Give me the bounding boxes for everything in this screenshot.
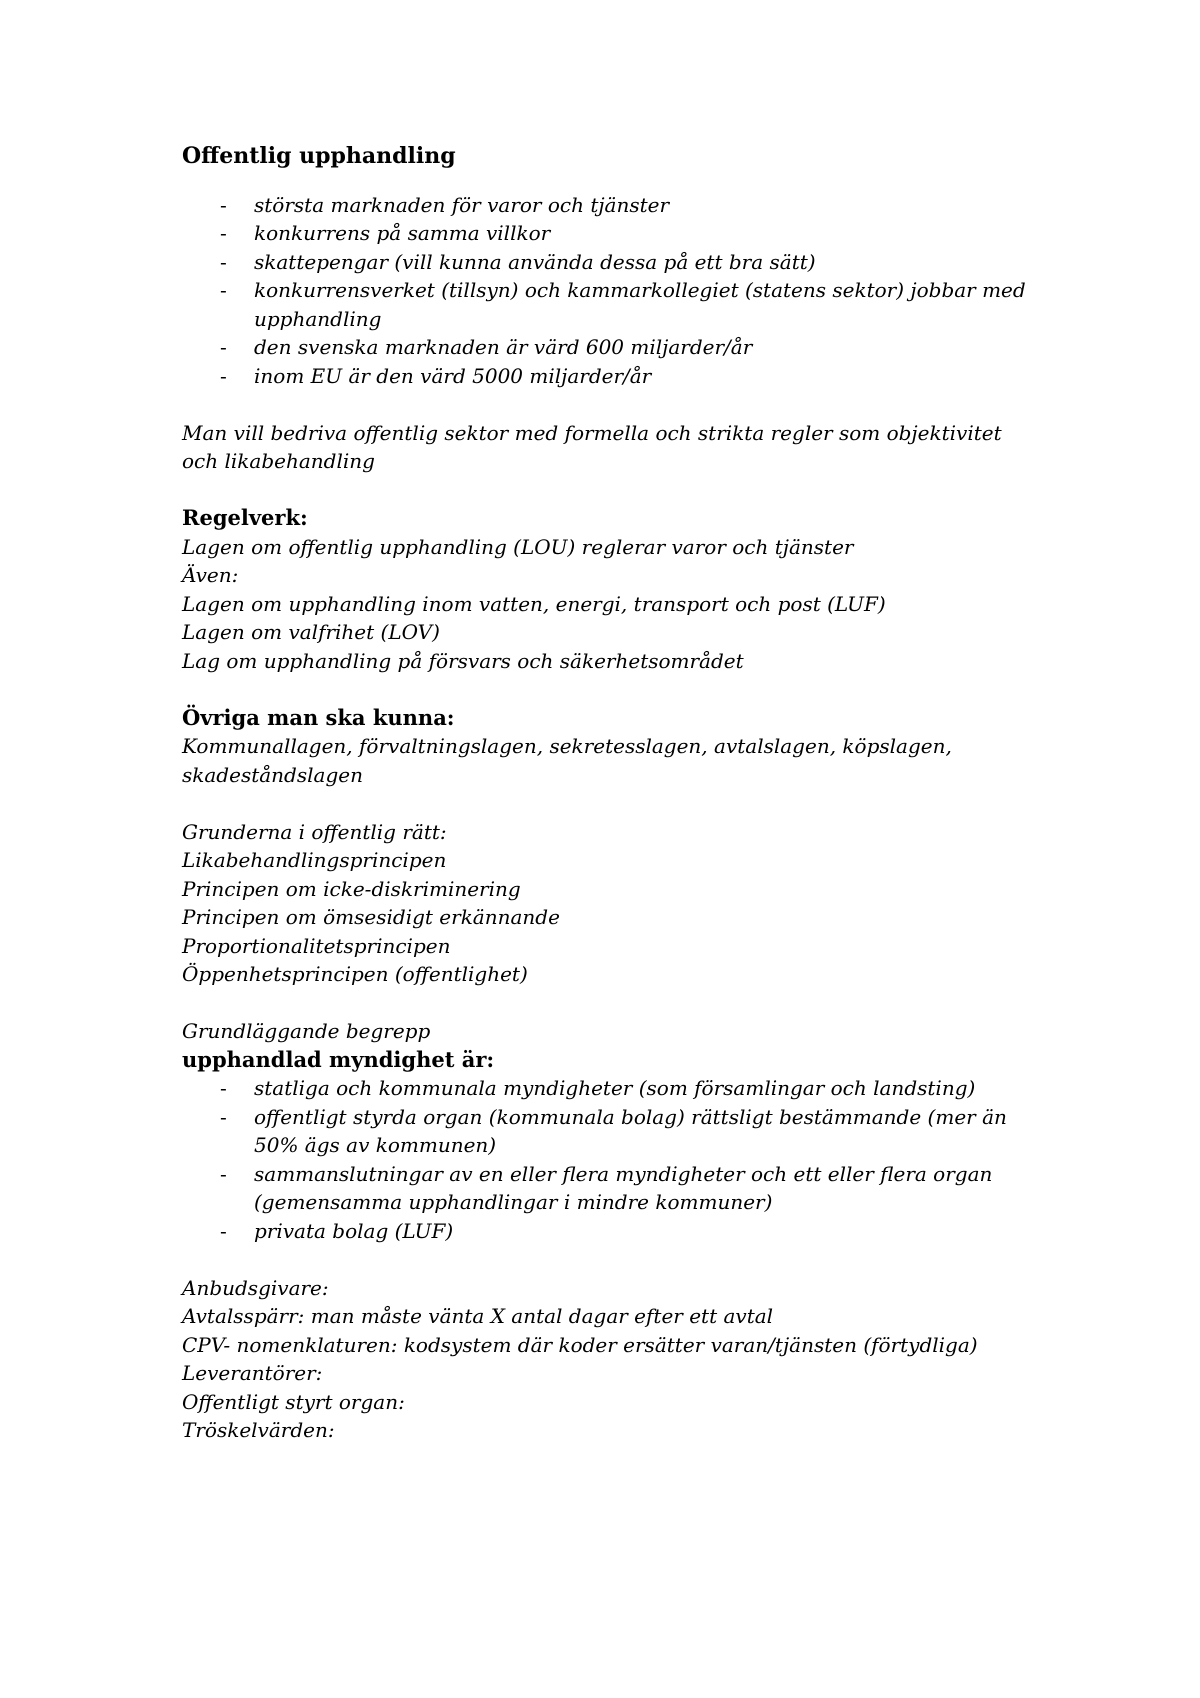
term-line: Offentligt styrt organ: (182, 1389, 405, 1414)
grunderna-line: Principen om ömsesidigt erkännande (182, 905, 560, 929)
list-item: - statliga och kommunala myndigheter (som församlingar och landsting) (220, 1076, 976, 1100)
list-item: - den svenska marknaden är värd 600 miljarder/år (220, 335, 753, 359)
grunderna-line: Likabehandlingsprincipen (182, 848, 447, 872)
list-item: - privata bolag (LUF) (220, 1218, 454, 1243)
grunderna-line: Grunderna i offentlig rätt: (182, 819, 447, 844)
intro-paragraph-line: Man vill bedriva offentlig sektor med formella och strikta regler som objektivitet (182, 420, 1002, 445)
list-item: - sammanslutningar av en eller flera myndigheter och ett eller flera organ (gemensamma upphandlingar i mindre kommuner) (220, 1161, 993, 1214)
list-item: - konkurrensverket (tillsyn) och kammarkollegiet (statens sektor) jobbar med upphandling (220, 278, 1026, 331)
ovriga-line: skadeståndslagen (182, 762, 363, 787)
regelverk-heading: Regelverk: (182, 505, 308, 530)
ovriga-line: Kommunallagen, förvaltningslagen, sekretesslagen, avtalslagen, köpslagen, (182, 734, 952, 758)
term-line: CPV- nomenklaturen: kodsystem där koder ersätter varan/tjänsten (förtydliga) (182, 1332, 978, 1357)
regelverk-line: Lagen om offentlig upphandling (LOU) reglerar varor och tjänster (182, 534, 854, 559)
term-line: Avtalsspärr: man måste vänta X antal dagar efter ett avtal (182, 1304, 774, 1328)
intro-paragraph-line: och likabehandling (182, 449, 375, 473)
regelverk-line: Lagen om valfrihet (LOV) (182, 620, 440, 644)
grunderna-line: Öppenhetsprincipen (offentlighet) (182, 962, 528, 986)
regelverk-line: Lagen om upphandling inom vatten, energi, transport och post (LUF) (182, 591, 886, 616)
list-item: - skattepengar (vill kunna använda dessa på ett bra sätt) (220, 249, 816, 274)
grunderna-line: Proportionalitetsprincipen (182, 933, 451, 958)
term-line: Tröskelvärden: (182, 1418, 335, 1442)
list-item: - konkurrens på samma villkor (220, 221, 551, 245)
list-item: - inom EU är den värd 5000 miljarder/år (220, 363, 652, 388)
grunderna-line: Principen om icke-diskriminering (182, 876, 521, 901)
begrepp-heading: upphandlad myndighet är: (182, 1046, 495, 1072)
ovriga-heading: Övriga man ska kunna: (182, 704, 455, 730)
document-page (182, 142, 1062, 1445)
list-item: - offentligt styrda organ (kommunala bolag) rättsligt bestämmande (mer än 50% ägs av kommunen) (220, 1104, 1007, 1157)
term-line: Anbudsgivare: (182, 1275, 329, 1300)
begrepp-bullet-list (182, 1074, 1062, 1245)
begrepp-subtitle: Grundläggande begrepp (182, 1019, 431, 1043)
regelverk-line: Även: (182, 563, 239, 587)
regelverk-line: Lag om upphandling på försvars och säkerhetsområdet (182, 648, 744, 673)
list-item: - största marknaden för varor och tjänster (220, 192, 670, 217)
document-title: Offentlig upphandling (182, 143, 456, 169)
term-line: Leverantörer: (182, 1361, 323, 1385)
intro-bullet-list (182, 191, 1062, 391)
